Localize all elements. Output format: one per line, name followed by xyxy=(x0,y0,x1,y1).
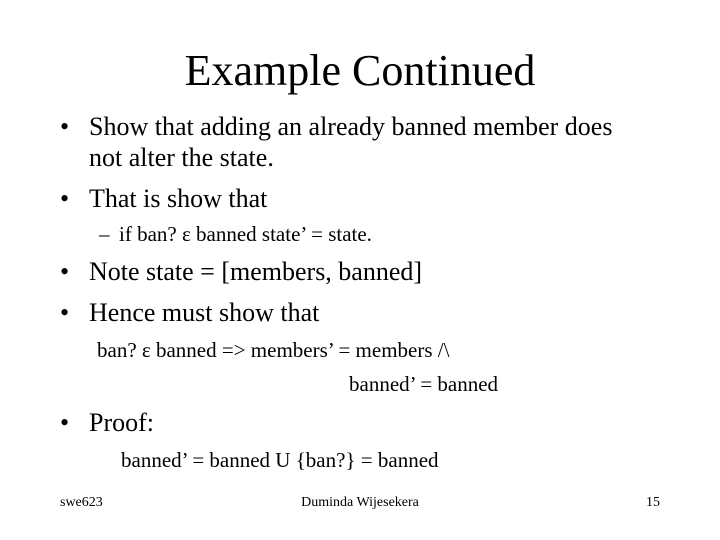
bullet-dot: • xyxy=(60,257,70,286)
bullet-text: Show that adding an already banned member does xyxy=(89,112,613,141)
bullet-text: Hence must show that xyxy=(89,298,320,327)
footer-course: swe623 xyxy=(60,495,103,510)
bullet-dot: • xyxy=(60,408,70,437)
bullet-text: That is show that xyxy=(89,184,268,213)
implication-line: banned’ = banned xyxy=(349,372,499,396)
footer-author: Duminda Wijesekera xyxy=(301,495,419,510)
bullet-text: Proof: xyxy=(89,408,154,437)
sub-item-text: if ban? ε banned state’ = state. xyxy=(119,222,372,246)
proof-line: banned’ = banned U {ban?} = banned xyxy=(121,448,439,472)
bullet-dot: • xyxy=(60,184,70,213)
slide-title: Example Continued xyxy=(184,46,536,95)
bullet-text: Note state = [members, banned] xyxy=(89,257,423,286)
bullet-dot: • xyxy=(60,298,70,327)
sub-item xyxy=(99,222,110,247)
bullet-dot: • xyxy=(60,112,70,141)
bullet-text: not alter the state. xyxy=(89,143,274,172)
footer-page-number: 15 xyxy=(646,495,660,510)
implication-line: ban? ε banned => members’ = members /\ xyxy=(97,338,450,362)
dash-glyph: – xyxy=(99,222,110,246)
